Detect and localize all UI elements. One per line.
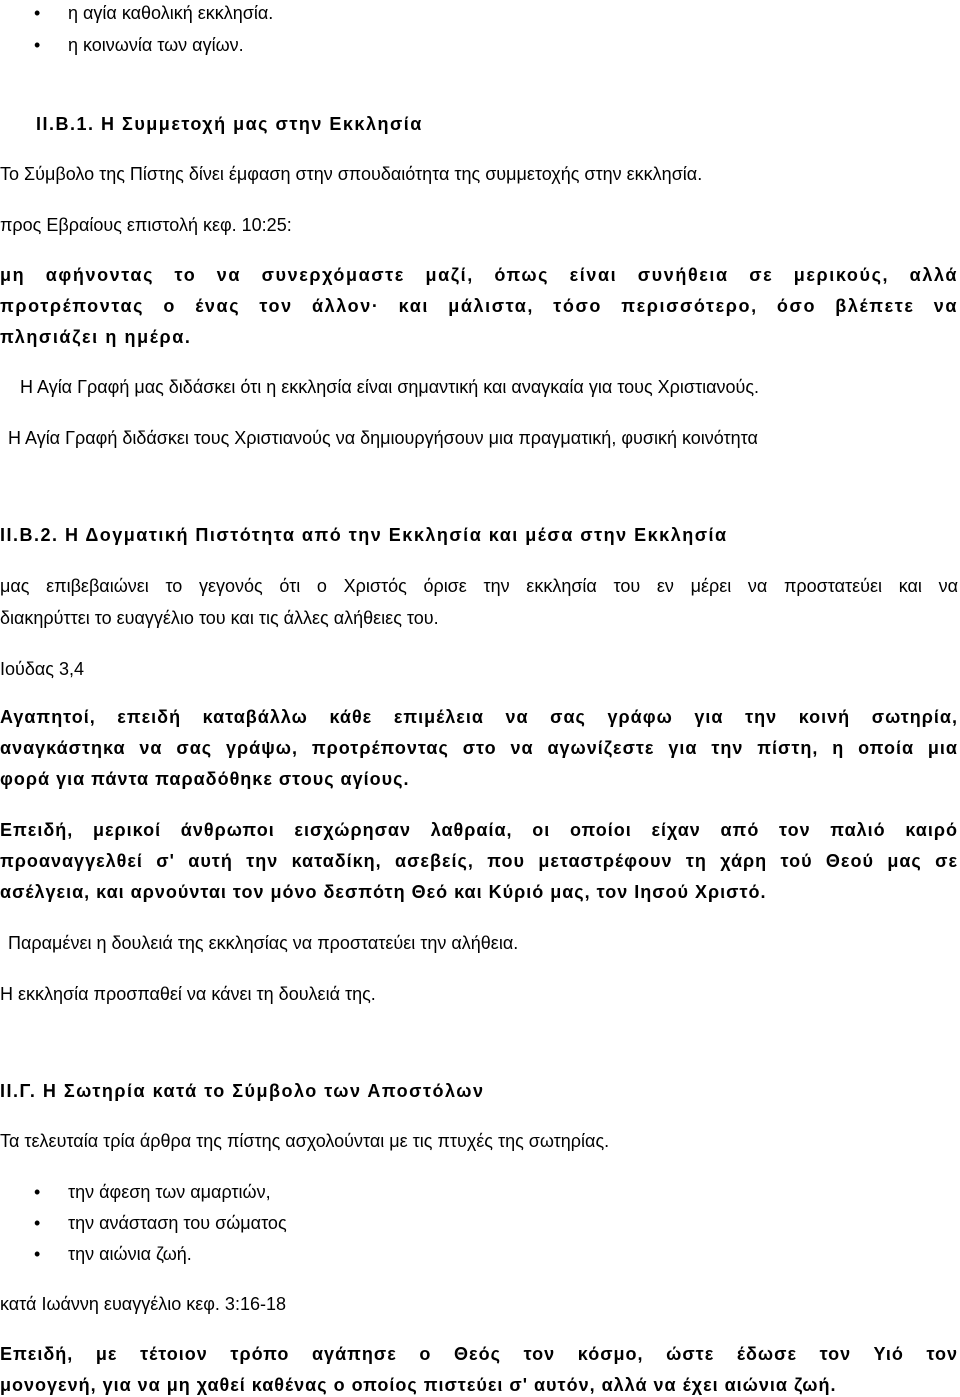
list-item-text: την ανάσταση του σώματος bbox=[68, 1213, 287, 1233]
paragraph: Η Αγία Γραφή διδάσκει τους Χριστιανούς να δημιουργήσουν μια πραγματική, φυσική κοινότητα bbox=[8, 428, 758, 448]
scripture-reference: κατά Ιωάννη ευαγγέλιο κεφ. 3:16-18 bbox=[0, 1294, 286, 1314]
list-item bbox=[34, 34, 244, 56]
paragraph: Η Αγία Γραφή μας διδάσκει ότι η εκκλησία είναι σημαντική και αναγκαία για τους Χριστιανούς. bbox=[20, 377, 760, 397]
list-item-text: η κοινωνία των αγίων. bbox=[68, 35, 244, 55]
scripture-quote-line: αναγκάστηκα να σας γράψω, προτρέποντας στο να αγωνίζεστε για την πίστη, η οποία μια bbox=[0, 738, 958, 758]
bullet-icon: • bbox=[34, 1244, 41, 1264]
list-item-text: η αγία καθολική εκκλησία. bbox=[68, 3, 274, 23]
list-item bbox=[34, 1181, 271, 1203]
paragraph: Η εκκλησία προσπαθεί να κάνει τη δουλειά της. bbox=[0, 984, 376, 1004]
paragraph: Παραμένει η δουλειά της εκκλησίας να προστατεύει την αλήθεια. bbox=[8, 933, 519, 953]
bullet-icon: • bbox=[34, 1182, 41, 1202]
section-heading: ΙΙ.Β.1. Η Συμμετοχή μας στην Εκκλησία bbox=[36, 114, 423, 134]
list-item-text: την αιώνια ζωή. bbox=[68, 1244, 192, 1264]
list-item bbox=[34, 2, 273, 24]
scripture-quote-line: μονογενή, για να μη χαθεί καθένας ο οποίος πιστεύει σ' αυτόν, αλλά να έχει αιώνια ζωή. bbox=[0, 1375, 837, 1395]
scripture-reference: Ιούδας 3,4 bbox=[0, 659, 84, 679]
list-item-text: την άφεση των αμαρτιών, bbox=[68, 1182, 271, 1202]
section-heading: ΙΙ.Β.2. Η Δογματική Πιστότητα από την Εκκλησία και μέσα στην Εκκλησία bbox=[0, 525, 728, 545]
list-item bbox=[34, 1243, 192, 1265]
scripture-reference: προς Εβραίους επιστολή κεφ. 10:25: bbox=[0, 215, 292, 235]
list-item bbox=[34, 1212, 287, 1234]
bullet-icon: • bbox=[34, 1213, 41, 1233]
bullet-icon: • bbox=[34, 35, 41, 55]
section-heading: ΙΙ.Γ. Η Σωτηρία κατά το Σύμβολο των Αποστόλων bbox=[0, 1081, 485, 1101]
bullet-icon: • bbox=[34, 3, 41, 23]
paragraph-line: μας επιβεβαιώνει το γεγονός ότι ο Χριστός όρισε την εκκλησία του εν μέρει να προστατεύει και να bbox=[0, 576, 958, 596]
scripture-quote-line: πλησιάζει η ημέρα. bbox=[0, 327, 192, 347]
scripture-quote-line: προαναγγελθεί σ' αυτή την καταδίκη, ασεβείς, που μεταστρέφουν τη χάρη τού Θεού μας σε bbox=[0, 851, 958, 871]
scripture-quote-line: ασέλγεια, και αρνούνται τον μόνο δεσπότη Θεό και Κύριό μας, τον Ιησού Χριστό. bbox=[0, 882, 767, 902]
paragraph-line: διακηρύττει το ευαγγέλιο του και τις άλλες αλήθειες του. bbox=[0, 608, 439, 628]
paragraph: Τα τελευταία τρία άρθρα της πίστης ασχολούνται με τις πτυχές της σωτηρίας. bbox=[0, 1131, 610, 1151]
scripture-quote-line: Επειδή, με τέτοιον τρόπο αγάπησε ο Θεός τον κόσμο, ώστε έδωσε τον Υιό τον bbox=[0, 1344, 958, 1364]
paragraph: Το Σύμβολο της Πίστης δίνει έμφαση στην σπουδαιότητα της συμμετοχής στην εκκλησία. bbox=[0, 164, 703, 184]
scripture-quote-line: μη αφήνοντας το να συνερχόμαστε μαζί, όπως είναι συνήθεια σε μερικούς, αλλά bbox=[0, 265, 958, 285]
scripture-quote-line: φορά για πάντα παραδόθηκε στους αγίους. bbox=[0, 769, 410, 789]
scripture-quote-line: προτρέποντας ο ένας τον άλλον· και μάλιστα, τόσο περισσότερο, όσο βλέπετε να bbox=[0, 296, 958, 316]
scripture-quote-line: Επειδή, μερικοί άνθρωποι εισχώρησαν λαθραία, οι οποίοι είχαν από τον παλιό καιρό bbox=[0, 820, 958, 840]
scripture-quote-line: Αγαπητοί, επειδή καταβάλλω κάθε επιμέλεια να σας γράφω για την κοινή σωτηρία, bbox=[0, 707, 958, 727]
